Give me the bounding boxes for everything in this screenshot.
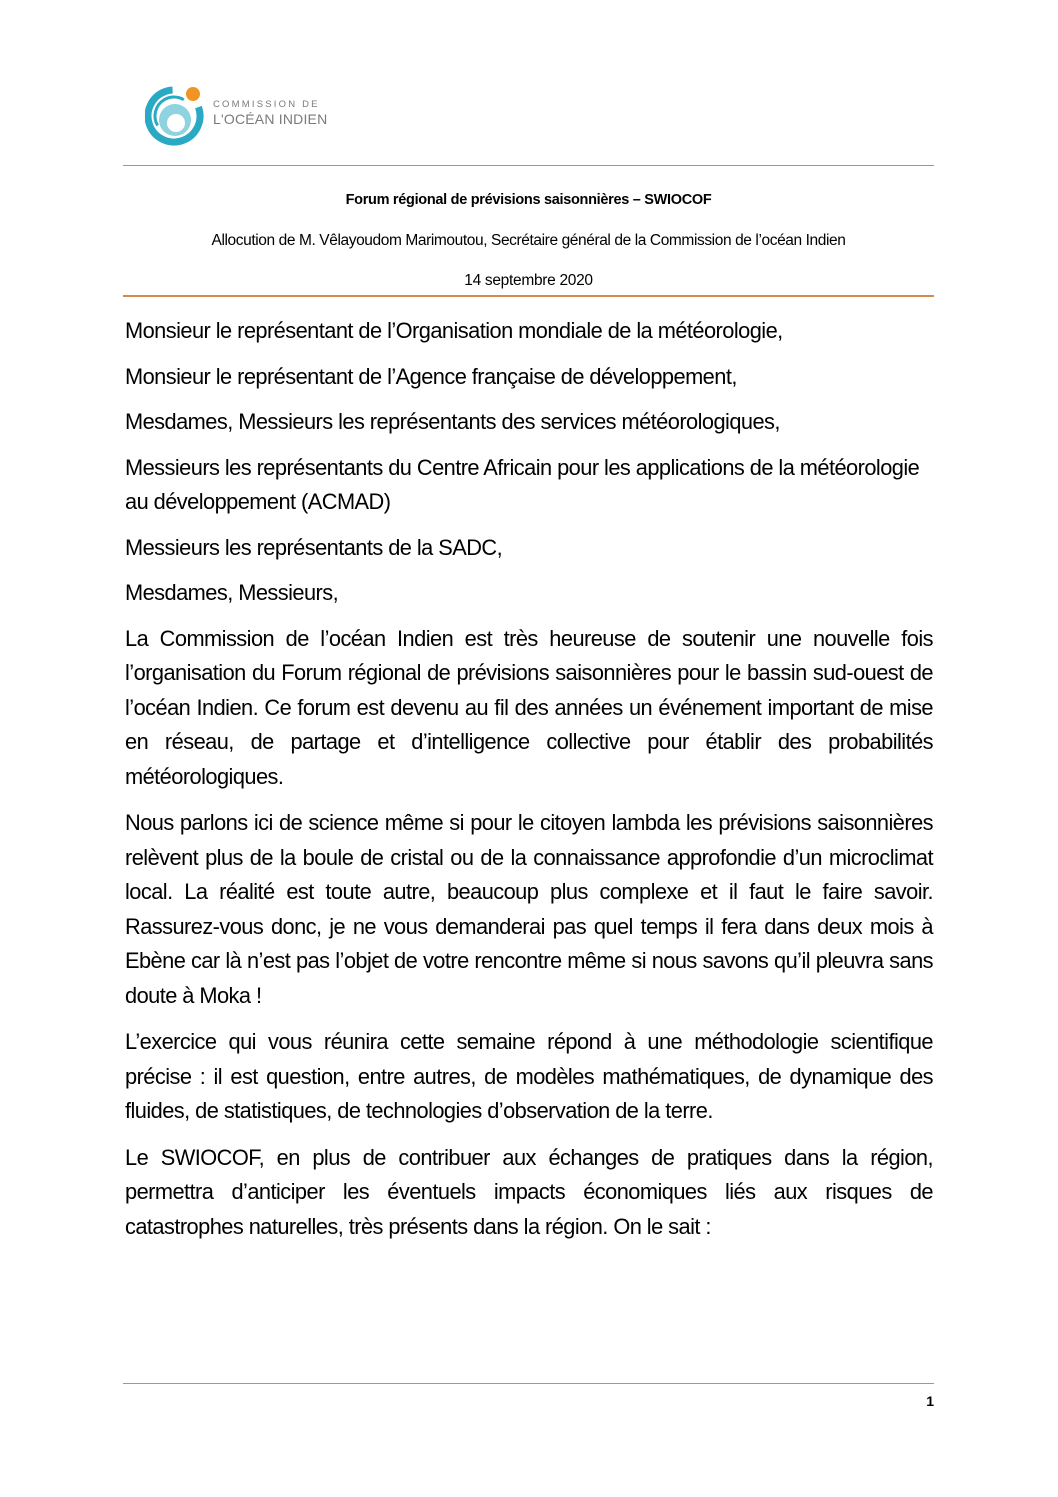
salutation: Monsieur le représentant de l’Organisation mondiale de la météorologie, [125, 318, 783, 343]
paragraph: Le SWIOCOF, en plus de contribuer aux échanges de pratiques dans la région, permettra d’anticiper les éventuels impacts économiques liés aux risques de catastrophes naturelles, très présents dans la région. On le sait : [125, 1144, 933, 1239]
speech-body [125, 314, 933, 1256]
document-subtitle: Allocution de M. Vêlayoudom Marimoutou, Secrétaire général de la Commission de l’océan Indien [211, 232, 846, 249]
logo-line1: COMMISSION DE [213, 98, 320, 110]
salutation: Messieurs les représentants de la SADC, [125, 534, 503, 560]
salutation: Monsieur le représentant de l’Agence française de développement, [125, 363, 737, 389]
paragraph: L’exercice qui vous réunira cette semaine répond à une méthodologie scientifique précise : il est question, entre autres, de modèles mathématiques, de dynamique des fluides, de statistiques, de technologies d’observation de la terre. [125, 1029, 933, 1123]
salutation: Mesdames, Messieurs, [125, 580, 339, 605]
page-number: 1 [926, 1393, 934, 1409]
paragraph: La Commission de l’océan Indien est très heureuse de soutenir une nouvelle fois l’organisation du Forum régional de prévisions saisonnières pour le bassin sud-ouest de l’océan Indien. Ce forum est devenu au fil des années un événement important de mise en réseau, de partage et d’intelligence collective pour établir des probabilités météorologiques. [125, 625, 933, 789]
coi-logo-icon [145, 80, 205, 146]
logo-line2: L'OCÉAN INDIEN [213, 111, 328, 128]
paragraph: Nous parlons ici de science même si pour le citoyen lambda les prévisions saisonnières relèvent plus de la boule de cristal ou de la connaissance approfondie d’un microclimat local. La réalité est toute autre, beaucoup plus complexe et il faut le faire savoir. Rassurez-vous donc, je ne vous demanderai pas quel temps il fera dans deux mois à Ebène car là n’est pas l’objet de votre rencontre même si nous savons qu’il pleuvra sans doute à Moka ! [125, 810, 933, 1008]
header-bottom-rule [123, 295, 934, 297]
coi-logo [145, 80, 327, 146]
header-top-rule [123, 165, 934, 166]
salutation: Messieurs les représentants du Centre Africain pour les applications de la météorologie au développement (ACMAD) [125, 454, 920, 514]
logo-text [213, 100, 327, 127]
salutation: Mesdames, Messieurs les représentants des services météorologiques, [125, 409, 780, 434]
footer-rule [123, 1383, 934, 1384]
document-date: 14 septembre 2020 [464, 272, 593, 289]
document-title: Forum régional de prévisions saisonnières – SWIOCOF [345, 192, 712, 208]
